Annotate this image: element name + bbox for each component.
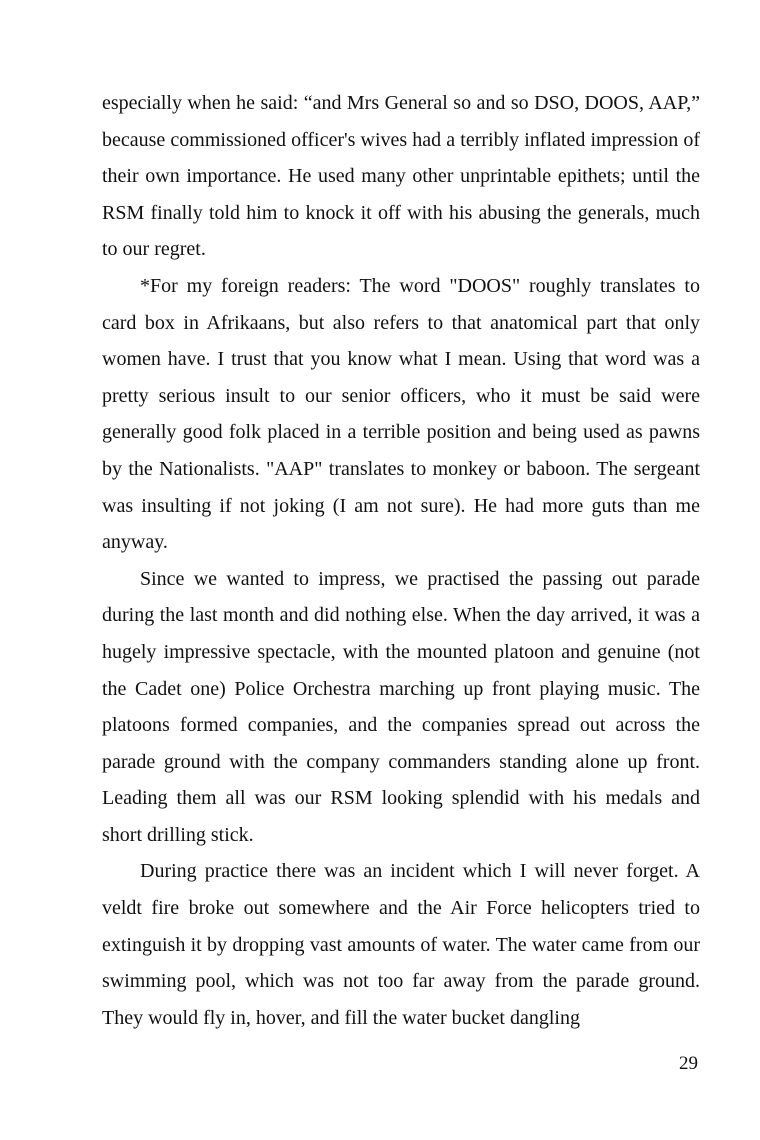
paragraph-footnote: *For my foreign readers: The word "DOOS" roughly translates to card box in Afrikaans, but also refers to that anatomical part that only women have. I trust that you know what I mean. Using that word was a pretty serious insult to our senior officers, who it must be said were generally good folk placed in a terrible position and being used as pawns by the Nationalists. "AAP" translates to monkey or baboon. The sergeant was insulting if not joking (I am not sure). He had more guts than me anyway. <box>102 274 700 554</box>
paragraph: Since we wanted to impress, we practised the passing out parade during the last month and did nothing else. When the day arrived, it was a hugely impressive spectacle, with the mounted platoon and genuine (not the Cadet one) Police Orchestra marching up front playing music. The platoons formed companies, and the companies spread out across the parade ground with the company commanders standing alone up front. Leading them all was our RSM looking splendid with his medals and short drilling stick. <box>102 567 700 846</box>
paragraph: During practice there was an incident which I will never forget. A veldt fire broke out somewhere and the Air Force helicopters tried to extinguish it by dropping vast amounts of water. The water came from our swimming pool, which was not too far away from the parade ground. They would fly in, hover, and fill the water bucket dangling <box>102 860 700 1029</box>
paragraph-continued: especially when he said: “and Mrs General so and so DSO, DOOS, AAP,” because commissioned officer's wives had a terribly inflated impression of their own importance. He used many other unprintable epithets; until the RSM finally told him to knock it off with his abusing the generals, much to our regret. <box>102 92 700 261</box>
page-body <box>102 85 700 1036</box>
page-number: 29 <box>679 1053 698 1074</box>
